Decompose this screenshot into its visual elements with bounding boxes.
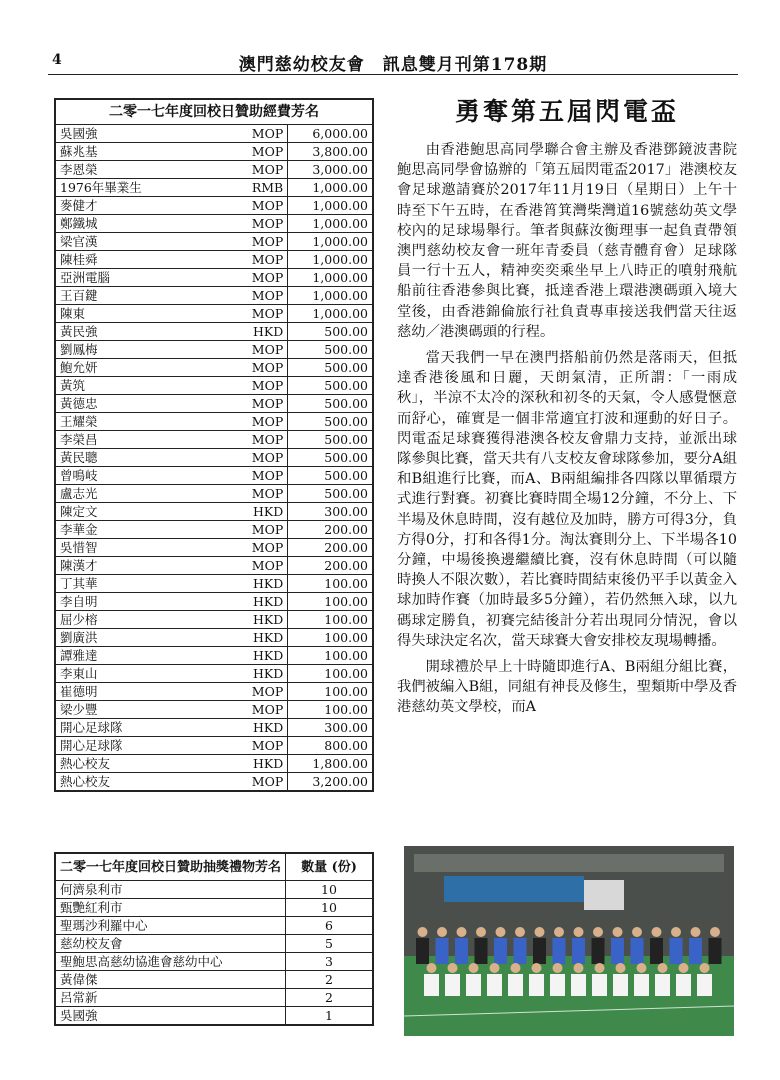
player-head <box>658 963 668 973</box>
sponsor-row <box>55 773 373 792</box>
sponsor-row <box>55 215 373 233</box>
sponsor-row <box>55 143 373 161</box>
prize-donor-name: 呂常新 <box>55 989 286 1007</box>
currency: MOP <box>221 143 287 161</box>
person-head <box>476 927 486 937</box>
sponsor-row <box>55 341 373 359</box>
standing-person <box>475 938 488 964</box>
currency: MOP <box>221 125 287 143</box>
kneeling-player <box>424 974 439 996</box>
amount: 500.00 <box>288 413 373 431</box>
donor-name: 劉鳳梅 <box>55 341 221 359</box>
currency: MOP <box>221 197 287 215</box>
currency: HKD <box>221 719 287 737</box>
currency: MOP <box>221 467 287 485</box>
currency: MOP <box>221 737 287 755</box>
person-head <box>418 927 428 937</box>
player-head <box>679 963 689 973</box>
donor-name: 李自明 <box>55 593 221 611</box>
currency: MOP <box>221 395 287 413</box>
amount: 500.00 <box>288 395 373 413</box>
sponsor-row <box>55 521 373 539</box>
kneeling-player <box>508 974 523 996</box>
person-head <box>515 927 525 937</box>
donor-name: 麥健才 <box>55 197 221 215</box>
amount: 1,000.00 <box>288 179 373 197</box>
person-head <box>632 927 642 937</box>
donor-name: 蘇兆基 <box>55 143 221 161</box>
team-photo-illustration <box>404 846 734 1036</box>
currency: HKD <box>221 665 287 683</box>
donor-name: 開心足球隊 <box>55 719 221 737</box>
sponsor-row <box>55 629 373 647</box>
amount: 500.00 <box>288 377 373 395</box>
sponsor-row <box>55 755 373 773</box>
amount: 100.00 <box>288 575 373 593</box>
player-head <box>511 963 521 973</box>
donor-name: 吳惜智 <box>55 539 221 557</box>
person-head <box>710 927 720 937</box>
donor-name: 李恩榮 <box>55 161 221 179</box>
donor-name: 亞洲電腦 <box>55 269 221 287</box>
prize-row <box>55 899 373 917</box>
prize-donor-name: 聖鮑思高慈幼協進會慈幼中心 <box>55 953 286 971</box>
prize-donation-table <box>54 852 374 1026</box>
sponsor-row <box>55 197 373 215</box>
amount: 100.00 <box>288 647 373 665</box>
prize-donor-name: 聖瑪沙利羅中心 <box>55 917 286 935</box>
currency: MOP <box>221 233 287 251</box>
amount: 500.00 <box>288 485 373 503</box>
amount: 1,000.00 <box>288 251 373 269</box>
prize-donor-name: 何濟泉利市 <box>55 881 286 899</box>
amount: 3,800.00 <box>288 143 373 161</box>
sponsor-row <box>55 647 373 665</box>
sponsor-row <box>55 161 373 179</box>
donor-name: 李東山 <box>55 665 221 683</box>
prize-quantity: 10 <box>286 899 373 917</box>
player-head <box>532 963 542 973</box>
donor-name: 熱心校友 <box>55 773 221 792</box>
amount: 100.00 <box>288 629 373 647</box>
currency: MOP <box>221 305 287 323</box>
sponsor-row <box>55 251 373 269</box>
sponsor-row <box>55 737 373 755</box>
amount: 200.00 <box>288 557 373 575</box>
donor-name: 1976年畢業生 <box>55 179 221 197</box>
amount: 6,000.00 <box>288 125 373 143</box>
donor-name: 陳東 <box>55 305 221 323</box>
prize-table-title: 二零一七年度回校日贊助抽獎禮物芳名 <box>55 853 286 881</box>
currency: MOP <box>221 485 287 503</box>
kneeling-player <box>445 974 460 996</box>
sponsor-row <box>55 467 373 485</box>
standing-person <box>670 938 683 964</box>
sponsor-row <box>55 449 373 467</box>
person-head <box>652 927 662 937</box>
currency: MOP <box>221 521 287 539</box>
player-head <box>637 963 647 973</box>
sponsor-row <box>55 233 373 251</box>
standing-person <box>572 938 585 964</box>
amount: 500.00 <box>288 431 373 449</box>
kneeling-player <box>592 974 607 996</box>
sponsor-table-title: 二零一七年度回校日贊助經費芳名 <box>55 99 373 125</box>
currency: HKD <box>221 503 287 521</box>
amount: 500.00 <box>288 323 373 341</box>
donor-name: 陳桂舜 <box>55 251 221 269</box>
article-paragraph: 開球禮於早上十時隨即進行A、B兩組分組比賽，我們被編入B組，同組有神長及修生，聖類斯中學及香港慈幼英文學校，而A <box>397 659 737 716</box>
sponsor-row <box>55 593 373 611</box>
donor-name: 崔德明 <box>55 683 221 701</box>
standing-person <box>592 938 605 964</box>
sponsor-row <box>55 701 373 719</box>
donor-name: 鮑允妍 <box>55 359 221 377</box>
article <box>397 92 737 724</box>
donor-name: 黃德忠 <box>55 395 221 413</box>
donor-name: 丁其華 <box>55 575 221 593</box>
player-head <box>616 963 626 973</box>
currency: MOP <box>221 251 287 269</box>
currency: HKD <box>221 575 287 593</box>
kneeling-player <box>529 974 544 996</box>
donor-name: 黃民聰 <box>55 449 221 467</box>
prize-row <box>55 881 373 899</box>
prize-row <box>55 935 373 953</box>
sponsor-row <box>55 305 373 323</box>
standing-person <box>631 938 644 964</box>
kneeling-player <box>634 974 649 996</box>
player-head <box>574 963 584 973</box>
sponsor-row <box>55 377 373 395</box>
sponsor-row <box>55 539 373 557</box>
newsletter-title: 澳門慈幼校友會 訊息雙月刊第178期 <box>238 55 548 75</box>
amount: 100.00 <box>288 665 373 683</box>
sponsor-row <box>55 395 373 413</box>
donor-name: 曾鳴岐 <box>55 467 221 485</box>
currency: MOP <box>221 269 287 287</box>
donor-name: 黃民強 <box>55 323 221 341</box>
person-head <box>437 927 447 937</box>
sponsor-row <box>55 287 373 305</box>
standing-person <box>436 938 449 964</box>
kneeling-player <box>571 974 586 996</box>
donor-name: 梁少豐 <box>55 701 221 719</box>
article-paragraph: 由香港鮑思高同學聯合會主辦及香港鄧鏡波書院鮑思高同學會協辦的「第五屆閃電盃2017」港澳校友會足球邀請賽於2017年11月19日（星期日）上午十時至下午五時，在香港筲箕灣柴灣道16號慈幼英文學校內的足球場舉行。筆者與蘇汝衡理事一起負責帶領澳門慈幼校友會一班年青委員（慈青體育會）足球隊員一行十五人，精神奕奕乘坐早上八時正的噴射飛航船前往香港參與比賽，抵達香港上環港澳碼頭入境大堂後，由香港錦倫旅行社負責專車接送我們當天往返慈幼／港澳碼頭的行程。 <box>397 142 737 340</box>
person-head <box>535 927 545 937</box>
sponsor-donation-table <box>54 98 374 792</box>
donor-name: 盧志光 <box>55 485 221 503</box>
amount: 1,000.00 <box>288 233 373 251</box>
person-head <box>593 927 603 937</box>
amount: 500.00 <box>288 449 373 467</box>
standing-person <box>709 938 722 964</box>
donor-name: 李華金 <box>55 521 221 539</box>
kneeling-player <box>676 974 691 996</box>
donor-name: 譚雅達 <box>55 647 221 665</box>
currency: HKD <box>221 755 287 773</box>
sponsor-row <box>55 485 373 503</box>
sponsor-row <box>55 323 373 341</box>
sponsor-row <box>55 359 373 377</box>
player-head <box>490 963 500 973</box>
standing-person <box>611 938 624 964</box>
person-head <box>613 927 623 937</box>
sponsor-row <box>55 413 373 431</box>
kneeling-player <box>487 974 502 996</box>
currency: MOP <box>221 287 287 305</box>
prize-quantity: 10 <box>286 881 373 899</box>
kneeling-player <box>466 974 481 996</box>
amount: 500.00 <box>288 341 373 359</box>
prize-quantity: 2 <box>286 989 373 1007</box>
prize-donor-name: 甄艷紅利市 <box>55 899 286 917</box>
currency: MOP <box>221 359 287 377</box>
amount: 300.00 <box>288 503 373 521</box>
prize-donor-name: 慈幼校友會 <box>55 935 286 953</box>
currency: MOP <box>221 449 287 467</box>
prize-quantity: 1 <box>286 1007 373 1026</box>
donor-name: 陳定文 <box>55 503 221 521</box>
prize-donor-name: 吳國強 <box>55 1007 286 1026</box>
person-head <box>691 927 701 937</box>
currency: MOP <box>221 413 287 431</box>
donor-name: 鄭鐵城 <box>55 215 221 233</box>
amount: 100.00 <box>288 683 373 701</box>
amount: 3,200.00 <box>288 773 373 792</box>
prize-quantity: 3 <box>286 953 373 971</box>
player-head <box>553 963 563 973</box>
person-head <box>574 927 584 937</box>
prize-row <box>55 917 373 935</box>
standing-person <box>455 938 468 964</box>
person-head <box>457 927 467 937</box>
prize-row <box>55 989 373 1007</box>
amount: 200.00 <box>288 521 373 539</box>
amount: 100.00 <box>288 611 373 629</box>
standing-person <box>650 938 663 964</box>
amount: 100.00 <box>288 593 373 611</box>
page-number: 4 <box>52 52 62 68</box>
page-header <box>48 48 738 75</box>
sponsor-row <box>55 557 373 575</box>
person-head <box>554 927 564 937</box>
donor-name: 王百鍵 <box>55 287 221 305</box>
standing-person <box>533 938 546 964</box>
currency: MOP <box>221 773 287 792</box>
prize-quantity: 2 <box>286 971 373 989</box>
currency: MOP <box>221 215 287 233</box>
currency: MOP <box>221 701 287 719</box>
sponsor-row <box>55 269 373 287</box>
prize-qty-header: 數量 (份) <box>286 853 373 881</box>
donor-name: 吳國強 <box>55 125 221 143</box>
kneeling-player <box>550 974 565 996</box>
amount: 1,800.00 <box>288 755 373 773</box>
prize-quantity: 6 <box>286 917 373 935</box>
currency: MOP <box>221 341 287 359</box>
donor-name: 開心足球隊 <box>55 737 221 755</box>
currency: MOP <box>221 377 287 395</box>
player-head <box>427 963 437 973</box>
amount: 1,000.00 <box>288 305 373 323</box>
currency: HKD <box>221 629 287 647</box>
donor-name: 屈少榕 <box>55 611 221 629</box>
sponsor-row <box>55 683 373 701</box>
currency: MOP <box>221 539 287 557</box>
sponsor-row <box>55 179 373 197</box>
standing-person <box>689 938 702 964</box>
currency: RMB <box>221 179 287 197</box>
article-paragraph: 當天我們一早在澳門搭船前仍然是落雨天，但抵達香港後風和日麗，天朗氣清，正所謂：「一雨成秋」，半涼不太冷的深秋和初冬的天氣，令人感覺愜意而舒心，確實是一個非常適宜打波和運動的好日子。閃電盃足球賽獲得港澳各校友會鼎力支持，並派出球隊參與比賽，當天共有八支校友會球隊參加，要分A組和B組進行比賽，而A、B兩組編排各四隊以單循環方式進行對賽。初賽比賽時間全場12分鐘，不分上、下半場及休息時間，沒有越位及加時，勝方可得3分，負方得0分，打和各得1分。淘汰賽則分上、下半場各10分鐘，中場後換邊繼續比賽，沒有休息時間（可以隨時換人不限次數），若比賽時間結束後仍平手以黃金入球加時作賽（加時最多5分鐘），若仍然無入球，以九碼球定勝負，初賽完結後計分若出現同分情況，會以得失球決定名次，當天球賽大會安排校友現場轉播。 <box>397 350 737 649</box>
donor-name: 劉廣洪 <box>55 629 221 647</box>
kneeling-player <box>655 974 670 996</box>
article-title: 勇奪第五屆閃電盃 <box>454 97 679 126</box>
currency: MOP <box>221 431 287 449</box>
donor-name: 黃筑 <box>55 377 221 395</box>
standing-person <box>553 938 566 964</box>
amount: 3,000.00 <box>288 161 373 179</box>
amount: 500.00 <box>288 359 373 377</box>
donor-name: 王耀榮 <box>55 413 221 431</box>
sponsor-row <box>55 611 373 629</box>
donor-name: 熱心校友 <box>55 755 221 773</box>
sponsor-row <box>55 125 373 143</box>
currency: MOP <box>221 683 287 701</box>
prize-row <box>55 971 373 989</box>
donor-name: 李榮昌 <box>55 431 221 449</box>
currency: HKD <box>221 611 287 629</box>
standing-person <box>514 938 527 964</box>
currency: HKD <box>221 647 287 665</box>
standing-person <box>494 938 507 964</box>
currency: MOP <box>221 557 287 575</box>
amount: 200.00 <box>288 539 373 557</box>
amount: 1,000.00 <box>288 215 373 233</box>
amount: 500.00 <box>288 467 373 485</box>
amount: 1,000.00 <box>288 287 373 305</box>
player-head <box>469 963 479 973</box>
sponsor-row <box>55 719 373 737</box>
currency: MOP <box>221 161 287 179</box>
prize-row <box>55 953 373 971</box>
amount: 100.00 <box>288 701 373 719</box>
amount: 1,000.00 <box>288 197 373 215</box>
person-head <box>671 927 681 937</box>
player-head <box>595 963 605 973</box>
amount: 1,000.00 <box>288 269 373 287</box>
team-photo <box>404 846 734 1036</box>
sponsor-row <box>55 503 373 521</box>
prize-donor-name: 黃偉傑 <box>55 971 286 989</box>
standing-person <box>416 938 429 964</box>
sponsor-row <box>55 431 373 449</box>
person-head <box>496 927 506 937</box>
kneeling-player <box>697 974 712 996</box>
prize-quantity: 5 <box>286 935 373 953</box>
sponsor-row <box>55 665 373 683</box>
amount: 800.00 <box>288 737 373 755</box>
amount: 300.00 <box>288 719 373 737</box>
currency: HKD <box>221 593 287 611</box>
donor-name: 梁官漢 <box>55 233 221 251</box>
prize-row <box>55 1007 373 1026</box>
sponsor-row <box>55 575 373 593</box>
donor-name: 陳漢才 <box>55 557 221 575</box>
kneeling-player <box>613 974 628 996</box>
currency: HKD <box>221 323 287 341</box>
player-head <box>448 963 458 973</box>
player-head <box>700 963 710 973</box>
